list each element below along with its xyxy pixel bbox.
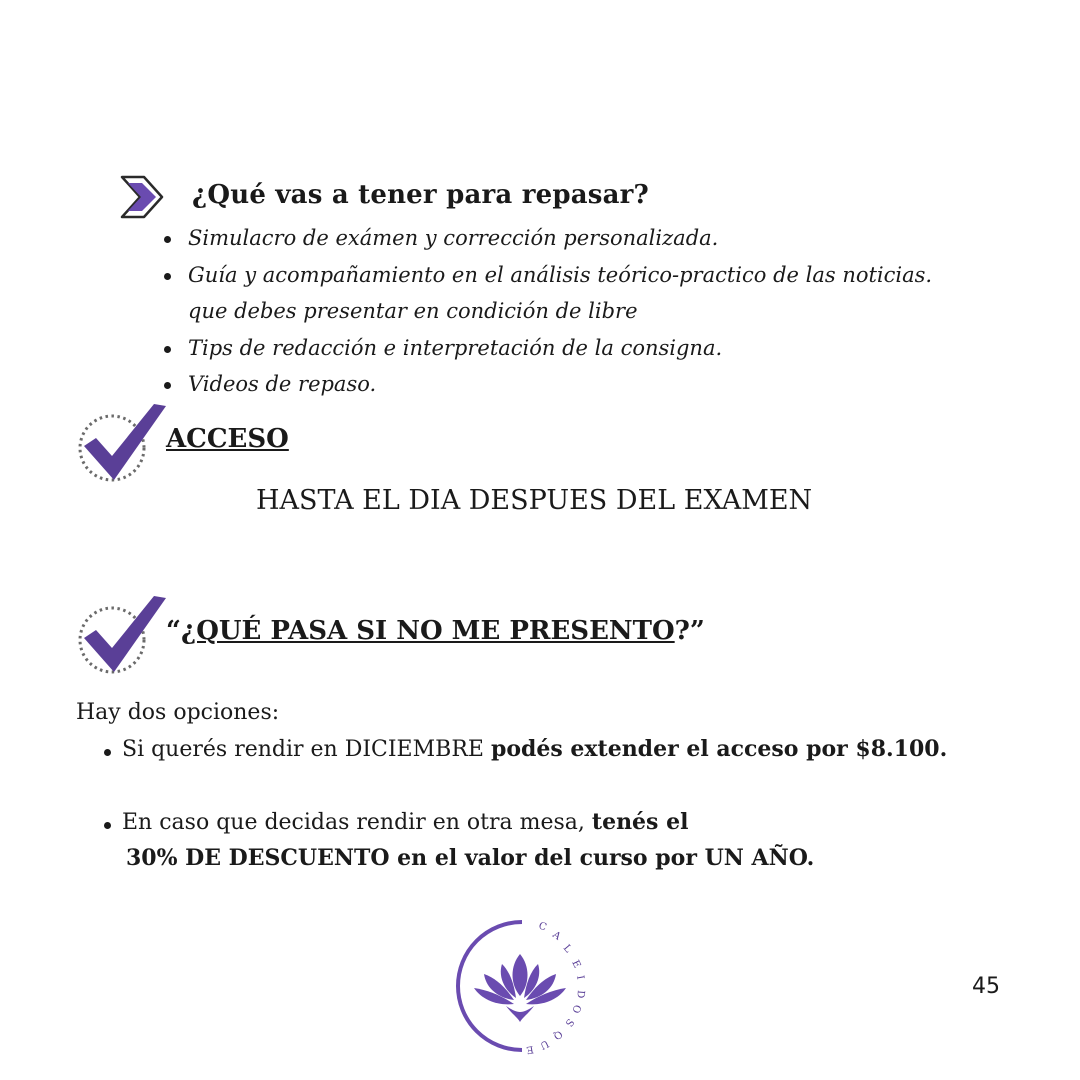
- logo-text: CALEIDOSQUE: [452, 914, 460, 915]
- list-item: Tips de redacción e interpretación de la consigna.: [160, 330, 932, 367]
- svg-text:A: A: [550, 929, 564, 944]
- section-title-repasar: ¿Qué vas a tener para repasar?: [192, 180, 649, 210]
- svg-text:D: D: [574, 989, 586, 1000]
- svg-text:S: S: [562, 1016, 576, 1030]
- svg-text:C: C: [536, 920, 549, 934]
- list-item: Videos de repaso.: [160, 366, 932, 403]
- svg-text:E: E: [524, 1043, 535, 1056]
- options-intro: Hay dos opciones:: [76, 700, 280, 725]
- svg-text:L: L: [560, 942, 575, 956]
- checkmark-icon: [74, 398, 170, 488]
- list-item: Simulacro de exámen y corrección personalizada.: [160, 220, 932, 257]
- caleidosque-logo: [452, 914, 602, 1058]
- chevron-right-icon: [118, 174, 166, 220]
- repasar-list: [160, 220, 932, 403]
- section-title-acceso: ACCESO: [166, 424, 289, 454]
- svg-text:O: O: [569, 1002, 583, 1016]
- list-item-continuation: que debes presentar en condición de libre: [188, 299, 638, 323]
- option-item: En caso que decidas rendir en otra mesa, tenés el: [122, 809, 688, 835]
- svg-text:Q: Q: [550, 1027, 565, 1043]
- page-number: 45: [972, 974, 1000, 999]
- acceso-detail: HASTA EL DIA DESPUES DEL EXAMEN: [256, 485, 813, 516]
- option-item: Si querés rendir en DICIEMBRE podés extender el acceso por $8.100.: [122, 736, 947, 762]
- list-item: Guía y acompañamiento en el análisis teórico-practico de las noticias.: [160, 257, 932, 294]
- svg-text:E: E: [569, 958, 583, 971]
- checkmark-icon: [74, 590, 170, 680]
- option-item-continuation: 30% DE DESCUENTO en el valor del curso por UN AÑO.: [126, 845, 815, 871]
- section-title-no-presento: “¿QUÉ PASA SI NO ME PRESENTO?”: [166, 616, 705, 646]
- svg-text:U: U: [537, 1037, 551, 1052]
- svg-text:I: I: [574, 974, 586, 982]
